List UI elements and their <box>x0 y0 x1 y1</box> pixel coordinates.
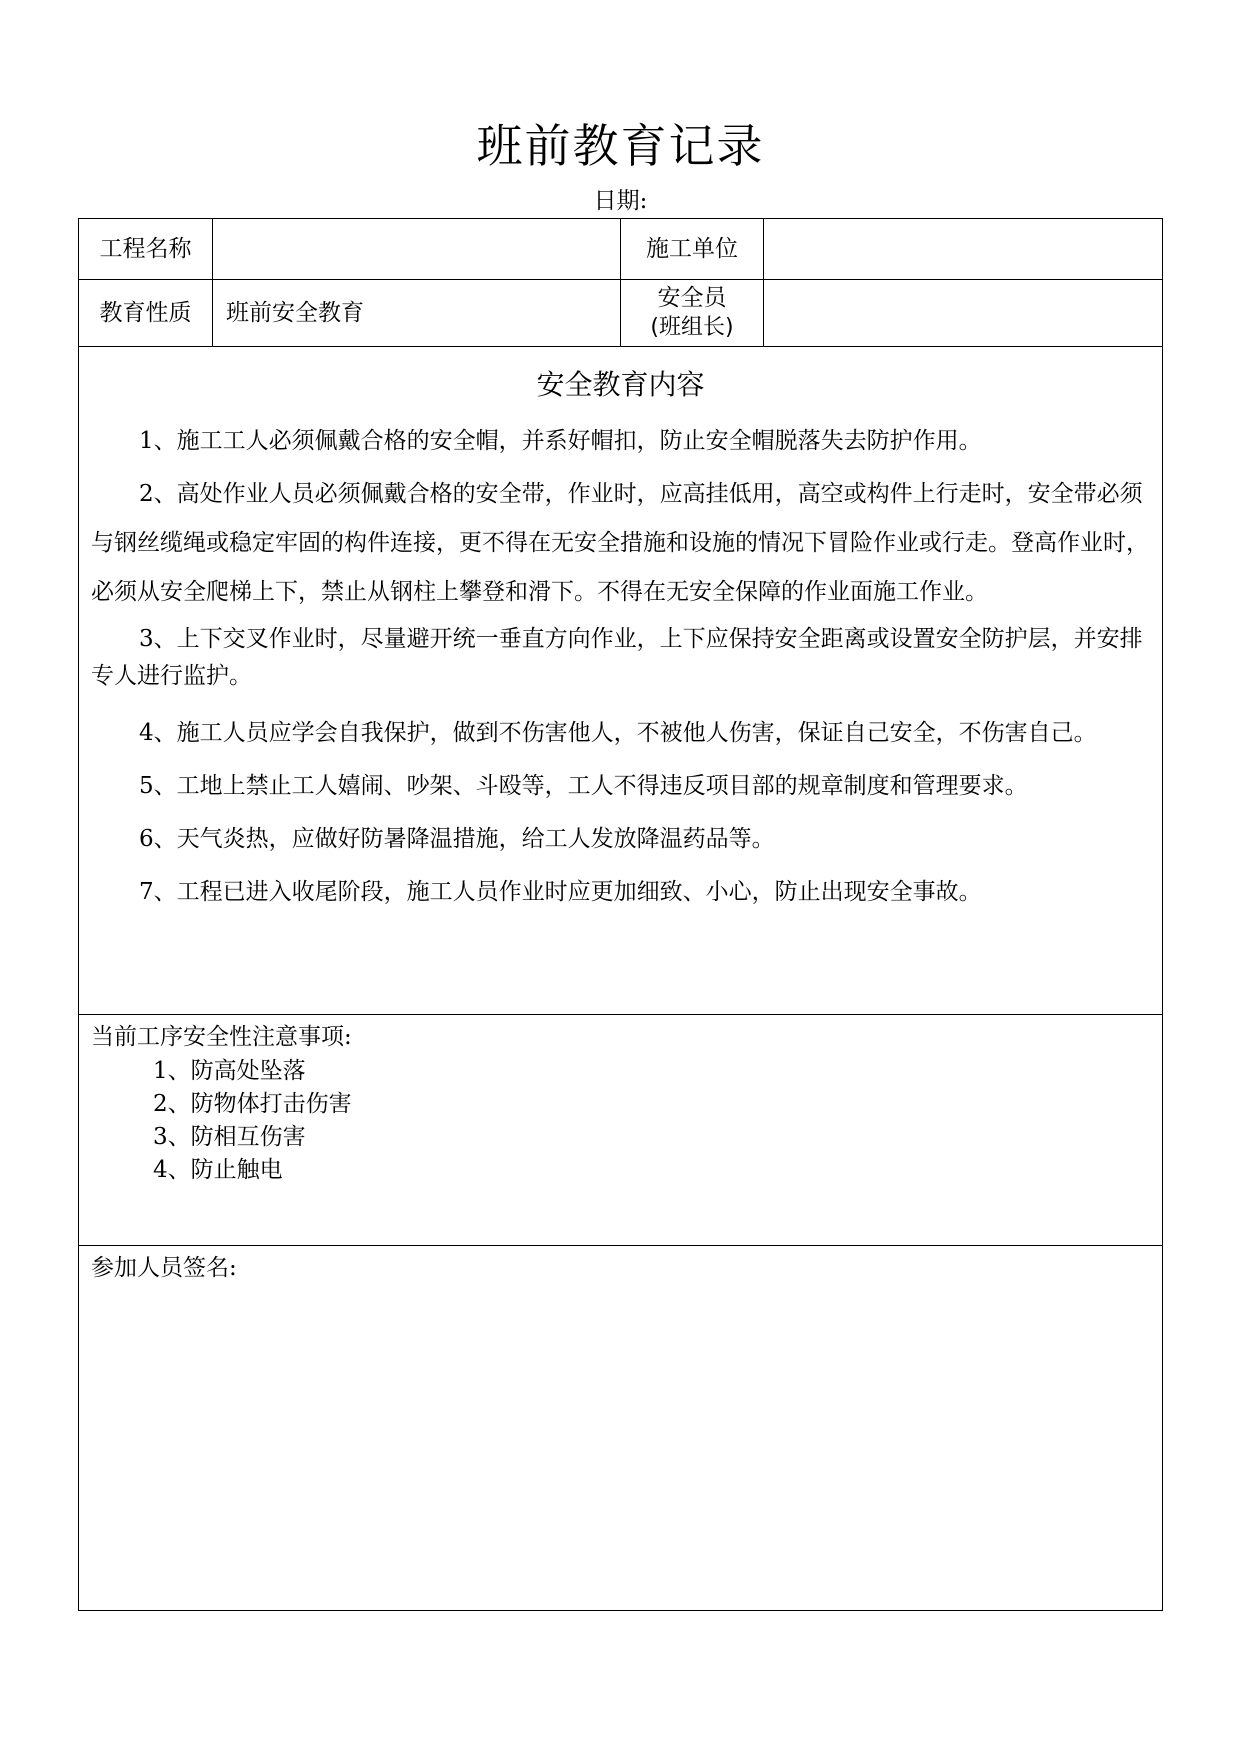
note-item: 3、防相互伤害 <box>153 1124 306 1150</box>
education-content-list <box>91 417 1152 921</box>
content-item: 5、工地上禁止工人嬉闹、吵架、斗殴等，工人不得违反项目部的规章制度和管理要求。 <box>139 773 1028 799</box>
content-item: 3、上下交叉作业时，尽量避开统一垂直方向作业，上下应保持安全距离或设置安全防护层，并安排专人进行监护。 <box>91 626 1143 689</box>
signature-label: 参加人员签名: <box>91 1255 237 1281</box>
education-content-title: 安全教育内容 <box>536 368 705 401</box>
record-table <box>78 218 1163 1611</box>
document-title: 班前教育记录 <box>476 119 765 173</box>
column-divider <box>212 219 213 346</box>
project-name-field[interactable] <box>214 219 619 279</box>
content-item: 6、天气炎热，应做好防暑降温措施，给工人发放降温药品等。 <box>139 826 775 852</box>
note-item: 2、防物体打击伤害 <box>153 1091 352 1117</box>
note-item: 4、防止触电 <box>153 1157 283 1183</box>
column-divider <box>763 219 764 346</box>
project-name-label: 工程名称 <box>99 236 192 262</box>
safety-officer-field[interactable] <box>765 280 1163 346</box>
education-type-field[interactable]: 班前安全教育 <box>226 300 364 326</box>
safety-notes-list <box>153 1055 352 1187</box>
safety-notes-section <box>79 1015 1162 1245</box>
education-type-label: 教育性质 <box>99 300 192 326</box>
content-item: 2、高处作业人员必须佩戴合格的安全带，作业时，应高挂低用，高空或构件上行走时，安全带必须与钢丝缆绳或稳定牢固的构件连接，更不得在无安全措施和设施的情况下冒险作业或行走。登高作业时，必须从安全爬梯上下，禁止从钢柱上攀登和滑下。不得在无安全保障的作业面施工作业。 <box>91 481 1149 605</box>
education-content-section <box>79 347 1162 1014</box>
content-item: 4、施工人员应学会自我保护，做到不伤害他人，不被他人伤害，保证自己安全，不伤害自己。 <box>139 720 1097 746</box>
construction-unit-label: 施工单位 <box>646 236 738 262</box>
safety-notes-label: 当前工序安全性注意事项: <box>91 1024 352 1050</box>
content-item: 7、工程已进入收尾阶段，施工人员作业时应更加细致、小心，防止出现安全事故。 <box>139 879 982 905</box>
safety-officer-label-line2: (班组长) <box>650 315 734 340</box>
content-item: 1、施工工人必须佩戴合格的安全帽，并系好帽扣，防止安全帽脱落失去防护作用。 <box>139 428 982 454</box>
safety-officer-label-line1: 安全员 <box>657 285 727 311</box>
note-item: 1、防高处坠落 <box>153 1058 306 1084</box>
date-label: 日期: <box>593 188 648 214</box>
safety-officer-label <box>621 280 763 346</box>
signature-section[interactable] <box>79 1246 1162 1610</box>
construction-unit-field[interactable] <box>765 219 1163 279</box>
